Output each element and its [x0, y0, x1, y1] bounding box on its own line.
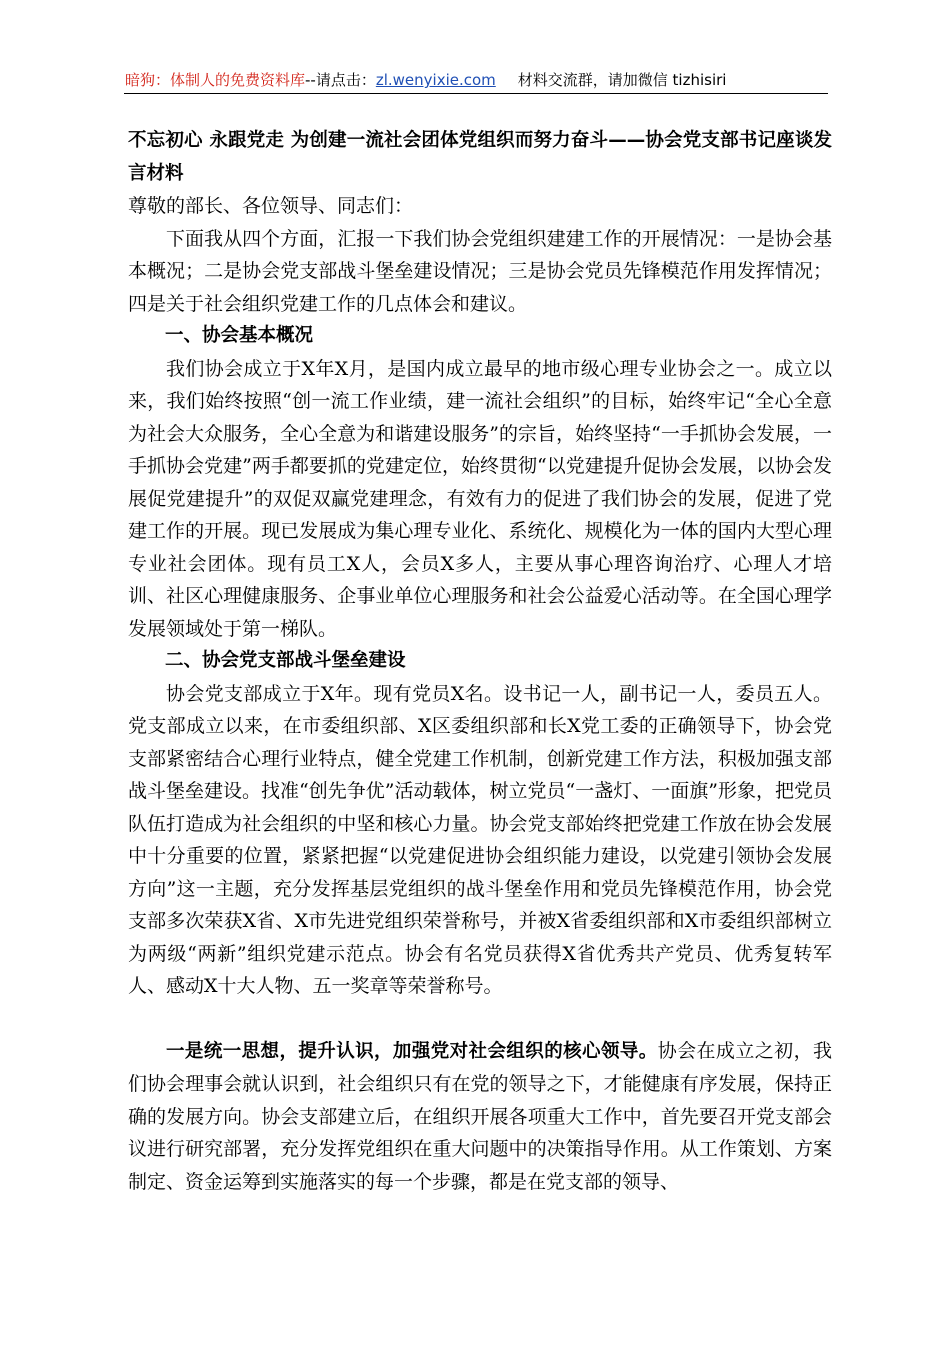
document-title: 不忘初心 永跟党走 为创建一流社会团体党组织而努力奋斗——协会党支部书记座谈发言材料 [128, 130, 832, 184]
blank-line [128, 1003, 832, 1035]
point-1-text: 协会在成立之初，我们协会理事会就认识到，社会组织只有在党的领导之下，才能健康有序发展，保持正确的发展方向。协会支部建立后，在组织开展各项重大工作中，首先要召开党支部会议进行研究部署，充分发挥党组织在重大问题中的决策指导作用。从工作策划、方案制定、资金运筹到实施落实的每一个步骤，都是在党支部的领导、 [128, 1039, 832, 1193]
section-1-paragraph: 我们协会成立于X年X月，是国内成立最早的地市级心理专业协会之一。成立以来，我们始终按照“创一流工作业绩，建一流社会组织”的目标，始终牢记“全心全意为社会大众服务，全心全意为和谐建设服务”的宗旨，始终坚持“一手抓协会发展，一手抓协会党建”两手都要抓的党建定位，始终贯彻“以党建提升促协会发展，以协会发展促党建提升”的双促双赢党建理念，有效有力的促进了我们协会的发展，促进了党建工作的开展。现已发展成为集心理专业化、系统化、规模化为一体的国内大型心理专业社会团体。现有员工X人，会员X多人，主要从事心理咨询治疗、心理人才培训、社区心理健康服务、企事业单位心理服务和社会公益爱心活动等。在全国心理学发展领域处于第一梯队。 [128, 357, 832, 640]
header-brand: 暗狗：体制人的免费资料库 [125, 71, 306, 89]
salutation: 尊敬的部长、各位领导、同志们： [128, 195, 414, 217]
intro-paragraph: 下面我从四个方面，汇报一下我们协会党组织建建工作的开展情况：一是协会基本概况；二是协会党支部战斗堡垒建设情况；三是协会党员先锋模范作用发挥情况；四是关于社会组织党建工作的几点体会和建议。 [128, 227, 832, 315]
header-divider [124, 93, 828, 94]
header-link[interactable]: zl.wenyixie.com [375, 71, 496, 89]
section-2-paragraph: 协会党支部成立于X年。现有党员X名。设书记一人，副书记一人，委员五人。党支部成立以来，在市委组织部、X区委组织部和长X党工委的正确领导下，协会党支部紧密结合心理行业特点，健全党建工作机制，创新党建工作方法，积极加强支部战斗堡垒建设。找准“创先争优”活动载体，树立党员“一盏灯、一面旗”形象，把党员队伍打造成为社会组织的中坚和核心力量。协会党支部始终把党建工作放在协会发展中十分重要的位置，紧紧把握“以党建促进协会组织能力建设，以党建引领协会发展方向”这一主题，充分发挥基层党组织的战斗堡垒作用和党员先锋模范作用，协会党支部多次荣获X省、X市先进党组织荣誉称号，并被X省委组织部和X市委组织部树立为两级“两新”组织党建示范点。协会有名党员获得X省优秀共产党员、优秀复转军人、感动X十大人物、五一奖章等荣誉称号。 [128, 682, 832, 997]
point-1-lead: 一是统一思想，提升认识，加强党对社会组织的核心领导。 [166, 1040, 658, 1062]
header-contact: 材料交流群，请加微信 tizhisiri [517, 71, 727, 89]
section-heading-1: 一、协会基本概况 [165, 325, 314, 346]
header-click-prefix: --请点击： [305, 71, 376, 89]
section-heading-2: 二、协会党支部战斗堡垒建设 [165, 650, 406, 671]
page-header [125, 68, 825, 92]
document-body [128, 125, 832, 1198]
point-1-paragraph [128, 1035, 832, 1199]
